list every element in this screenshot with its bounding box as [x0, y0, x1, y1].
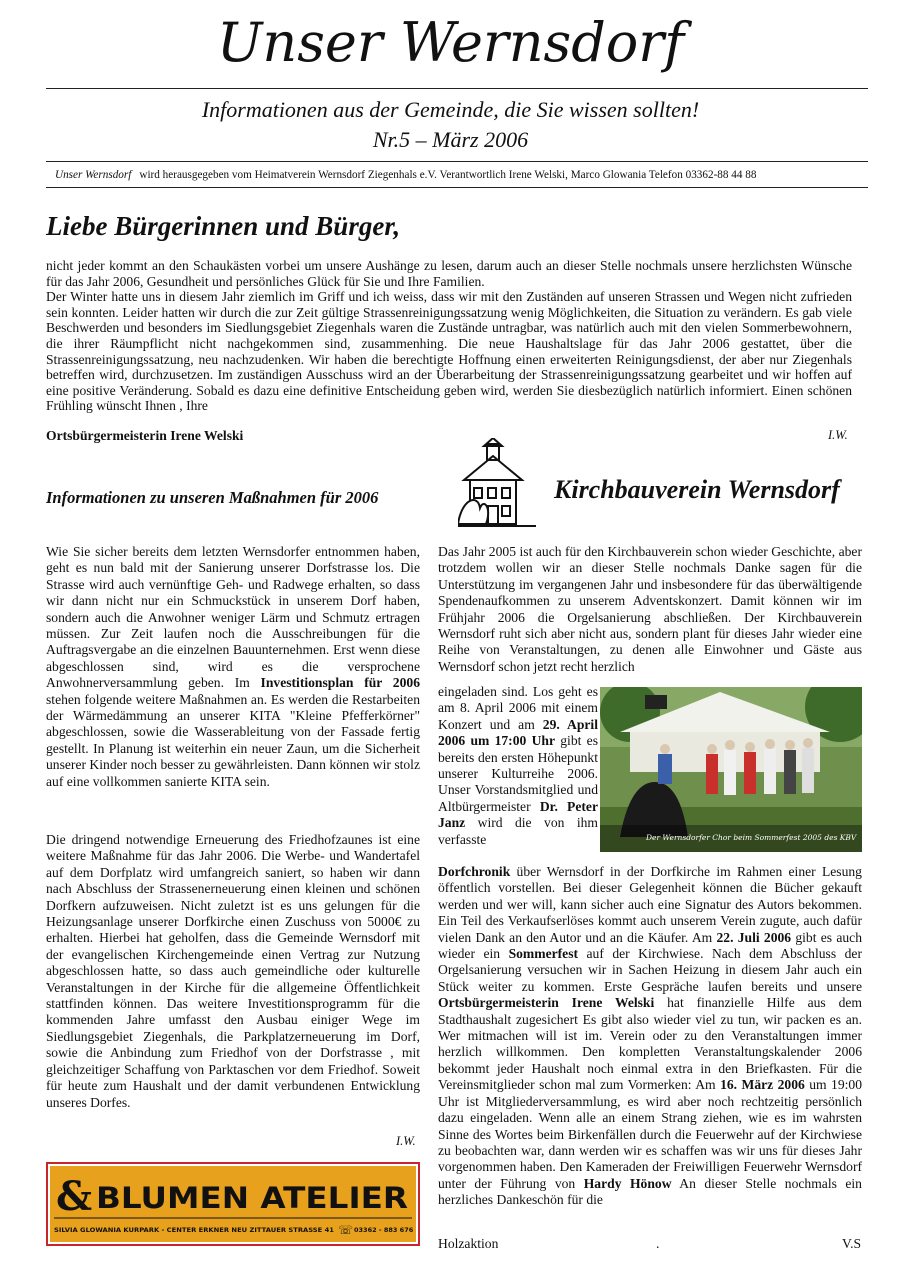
phone-icon: ☏ [338, 1223, 354, 1237]
greeting-paragraph: nicht jeder kommt an den Schaukästen vorbei um unsere Aushänge zu lesen, darum auch an dieser Stelle nochmals unsere herzlichsten Wünsche für das Jahr 2006, Gesundheit und persönliches Glück für Sie und Ihre Familien. [46, 258, 852, 289]
right-article-initials: V.S [842, 1236, 862, 1251]
text-run: Die dringend notwendige Erneuerung des Friedhofzaunes ist eine weitere Maßnahme für das Jahr 2006. Die Werbe- und Wandertafel auf dem Dorfplatz wird umfangreich saniert, so haben wir dann nach Abschluss der Strassenerneuerung einen kleinen und schönen Dorfkern aufzuweisen. Nicht zuletzt ist es uns gelungen für die Heizungsanlage unserer Dorfkirche einen Zuschuss von 5000€ zu erhalten. Hierbei hat geholfen, dass die Gemeinde Wernsdorf mit der evangelischen Kirchengemeinde einen Vertrag zur Nutzung abgeschlossen hatte, so dass auch gemeindliche oder kulturelle Veranstaltungen in der Kirche für die allgemeine Öffentlichkeit stattfinden können. Das weitere Investitionsprogramm für die kommenden Jahre umfasst den Ausbau einiger Wege im Siedlungsgebiet Ziegenhals, die Parkplatzerneuerung im Dorf, sowie die Anbindung zum Friedhof von der Dorfstrasse , mit gleichzeitiger Schaffung von Parktaschen vor dem Friedhof. Soweit für heute zum Haushalt und der damit verbundenen Entwicklung unseres Dorfes. [46, 832, 420, 1110]
publisher-name: Unser Wernsdorf [55, 169, 132, 181]
bold-run: Ortsbürgermeisterin Irene Welski [438, 995, 655, 1011]
text-run: . [656, 1236, 660, 1251]
bold-run: Hardy Hönow [583, 1175, 672, 1191]
publisher-rule-bottom [46, 187, 868, 188]
left-article-paragraph-1 [46, 544, 420, 790]
masthead-rule [46, 88, 868, 89]
kirchbauverein-heading: Kirchbauverein Wernsdorf [554, 475, 840, 504]
newsletter-subtitle: Informationen aus der Gemeinde, die Sie wissen sollten! [201, 97, 700, 122]
left-article-paragraph-2 [46, 832, 420, 1111]
left-article-initials: I.W. [396, 1134, 416, 1148]
newsletter-title: Unser Wernsdorf [216, 11, 685, 74]
ad-phone: 03362 - 883 676 [354, 1226, 414, 1234]
right-article-paragraph-1 [438, 544, 862, 675]
text-run: um 19:00 Uhr ist Mitgliederversammlung, es wird aber noch rechtzeitig persönlich dazu eingeladen. Wenn alle an einem Strang ziehen, wie es im wahrsten Sinne des Wortes beim Birkenfällen durch die Feuerwehr auf der Kirchwiese zu beobachten war, dann werden wir es schaffen was wir uns für dieses Jahr vorgenommen haben. Den Kameraden der Freiwilligen Feuerwehr Wernsdorf unter der Führung von [438, 1077, 863, 1191]
choir-photo [600, 687, 862, 852]
text-run: stehen folgende weitere Maßnahmen an. Es werden die Restarbeiten der Wärmedämmung an unserer KITA "Kleine Pfefferkörner" abgeschlossen, sowie die Wasserableitung von der Fassade fertig gestellt. In Planung ist weiterhin ein neuer Zaun, um die Sicherheit unserer Kinder noch besser zu gewährleisten. Dann können wir stolz auf eine vollkommen sanierte KITA sein. [46, 691, 420, 789]
text-run: eingeladen sind. Los geht es am 8. April 2006 mit einem Konzert und am [438, 684, 598, 732]
bold-run: 22. Juli 2006 [716, 929, 792, 945]
bold-run: Dr. Peter Janz [438, 798, 598, 831]
greeting-initials: I.W. [828, 428, 848, 442]
photo-caption: Der Wernsdorfer Chor beim Sommerfest 2005 des KBV [646, 833, 857, 842]
ad-address: SILVIA GLOWANIA KURPARK - CENTER ERKNER NEU ZITTAUER STRASSE 41 [54, 1226, 335, 1234]
text-run: Wie Sie sicher bereits dem letzten Wernsdorfer entnommen haben, geht es nun bald mit der Sanierung unserer Dorfstrasse los. Die Strasse wird auch vernünftige Geh- und Radwege erhalten, so dass wir dann nicht nur ein Schmuckstück in unserem Dorf haben, sondern auch die Anwohner weniger Lärm und Schmutz ertragen müssen. Zur Zeit laufen noch die Ausschreibungen für die Auftragsvergabe an die einzelnen Bauunternehmen. Erst wenn diese abgeschlossen sind, wird es die versprochene Anwohnerversammlung geben. Im [46, 544, 420, 691]
bold-run: Dorfchronik [438, 864, 511, 879]
text-run: über Wernsdorf in der Dorfkirche im Rahmen einer Lesung öffentlich vorstellen. Bei dieser Gelegenheit können die Bücher gekauft werden und wer will, kann sicher auch eine Signatur des Autors bekommen. Ein Teil des Verkaufserlöses kommt auch unserem Verein zugute, auch dafür vielen Dank an den Autor und an die Käufer. Am [438, 864, 862, 945]
ampersand-logo: & [56, 1173, 93, 1220]
publisher-text: wird herausgegeben vom Heimatverein Wernsdorf Ziegenhals e.V. Verantwortlich Irene Welski, Marco Glowania Telefon 03362-88 44 88 [139, 169, 757, 181]
right-article-paragraph-2 [438, 864, 862, 1209]
text-run: An dieser Stelle nochmals ein herzliches Dankeschön für die [438, 1175, 862, 1208]
bold-run: 16. März 2006 [720, 1077, 805, 1093]
issue-number: Nr.5 – März 2006 [372, 127, 529, 152]
text-run: gibt es bereits den ersten Höhepunkt unserer Kulturreihe 2006. Unser Vorstandsmitglied und Altbürgermeister [438, 733, 598, 814]
text-run: Das Jahr 2005 ist auch für den Kirchbauverein schon wieder Geschichte, aber trotzdem wollen wir an dieser Stelle nochmals Danke sagen für die Unterstützung im vergangenen Jahr und insbesondere für das überwältigende Spendenaufkommen zu unserem Adventskonzert. Damit können wir im Frühjahr 2006 die Orgelsanierung abschließen. Der Kirchbauverein Wernsdorf ruht sich aber nicht aus, sondern plant für dieses Jahr wieder eine Reihe von Veranstaltungen, zu denen alle Einwohner und Gäste aus Wernsdorf schon jetzt recht herzlich [438, 544, 862, 674]
text-run: gibt es auch wieder ein [438, 929, 862, 962]
greeting-body [46, 258, 852, 414]
blumen-atelier-ad [46, 1162, 420, 1246]
right-article-last-line [438, 1236, 862, 1252]
publisher-rule-top [46, 161, 868, 162]
bold-run: Investitionsplan für 2006 [260, 675, 420, 691]
ad-brand: BLUMEN ATELIER [96, 1181, 408, 1215]
text-run: hat finanzielle Hilfe aus dem Stadthaushalt zugesichert Es gibt also wieder viel zu tun, wir packen es an. Wer mitmachen will ist im. Verein oder zu den Veranstaltungen immer herzlich willkommen. Den kompletten Veranstaltungskalender 2006 bekommt jeder Haushalt noch einmal extra in den Briefkasten. Für die Vereinsmitglieder schon mal zum Vormerken: Am [438, 995, 862, 1093]
text-run: Holzaktion [438, 1236, 499, 1251]
greeting-signature: Ortsbürgermeisterin Irene Welski [46, 428, 244, 443]
church-house-icon [458, 438, 538, 530]
publisher-line [55, 168, 875, 182]
right-article-narrow-text [438, 684, 598, 848]
greeting-paragraph: Der Winter hatte uns in diesem Jahr ziemlich im Griff und ich weiss, dass wir mit den Zuständen auf unseren Strassen und Wegen nicht zufrieden sein konnten. Leider hatten wir durch die zur Zeit gültige Strassenreinigungssatzung wenig Möglichkeiten, die Situation zu verändern. Es gab viele Beschwerden und besonders im Siedlungsgebiet Ziegenhals waren die Zustände untragbar, was natürlich auch mit den vielen Sommerbewohnern, die ihrer Räumpflicht nicht nachgekommen sind, zusammenhing. Die neue Haushaltslage für das Jahr 2006 gestattet, über die Strassenreinigungssatzung, neu nachzudenken. Wir haben die berechtigte Hoffnung einen erweiterten Reinigungsdienst, der aber nur Ziegenhals betreffen wird, durchzusetzen. Im zuständigen Ausschuss wird an der Überarbeitung der Strassenreinigungssatzung gearbeitet und wir hoffen auf eine positive Veränderung. Sobald es dazu eine definitive Entscheidung geben wird, werden Sie diesbezüglich natürlich informiert. Einen schönen Frühling wünscht Ihnen , Ihre [46, 289, 852, 414]
text-run: auf der Kirchwiese. Nach dem Abschluss der Orgelsanierung versuchen wir in Sachen Heizung in diesem Jahr auch ein Stück weiter zu kommen. Erste Gespräche laufen bereits und unsere [438, 946, 862, 994]
greeting-title: Liebe Bürgerinnen und Bürger, [46, 211, 401, 241]
text-run: wird die von ihm verfasste [438, 815, 598, 847]
bold-run: Sommerfest [508, 946, 579, 962]
left-article-heading: Informationen zu unseren Maßnahmen für 2006 [46, 488, 379, 507]
bold-run: 29. April 2006 um 17:00 Uhr [438, 716, 598, 749]
